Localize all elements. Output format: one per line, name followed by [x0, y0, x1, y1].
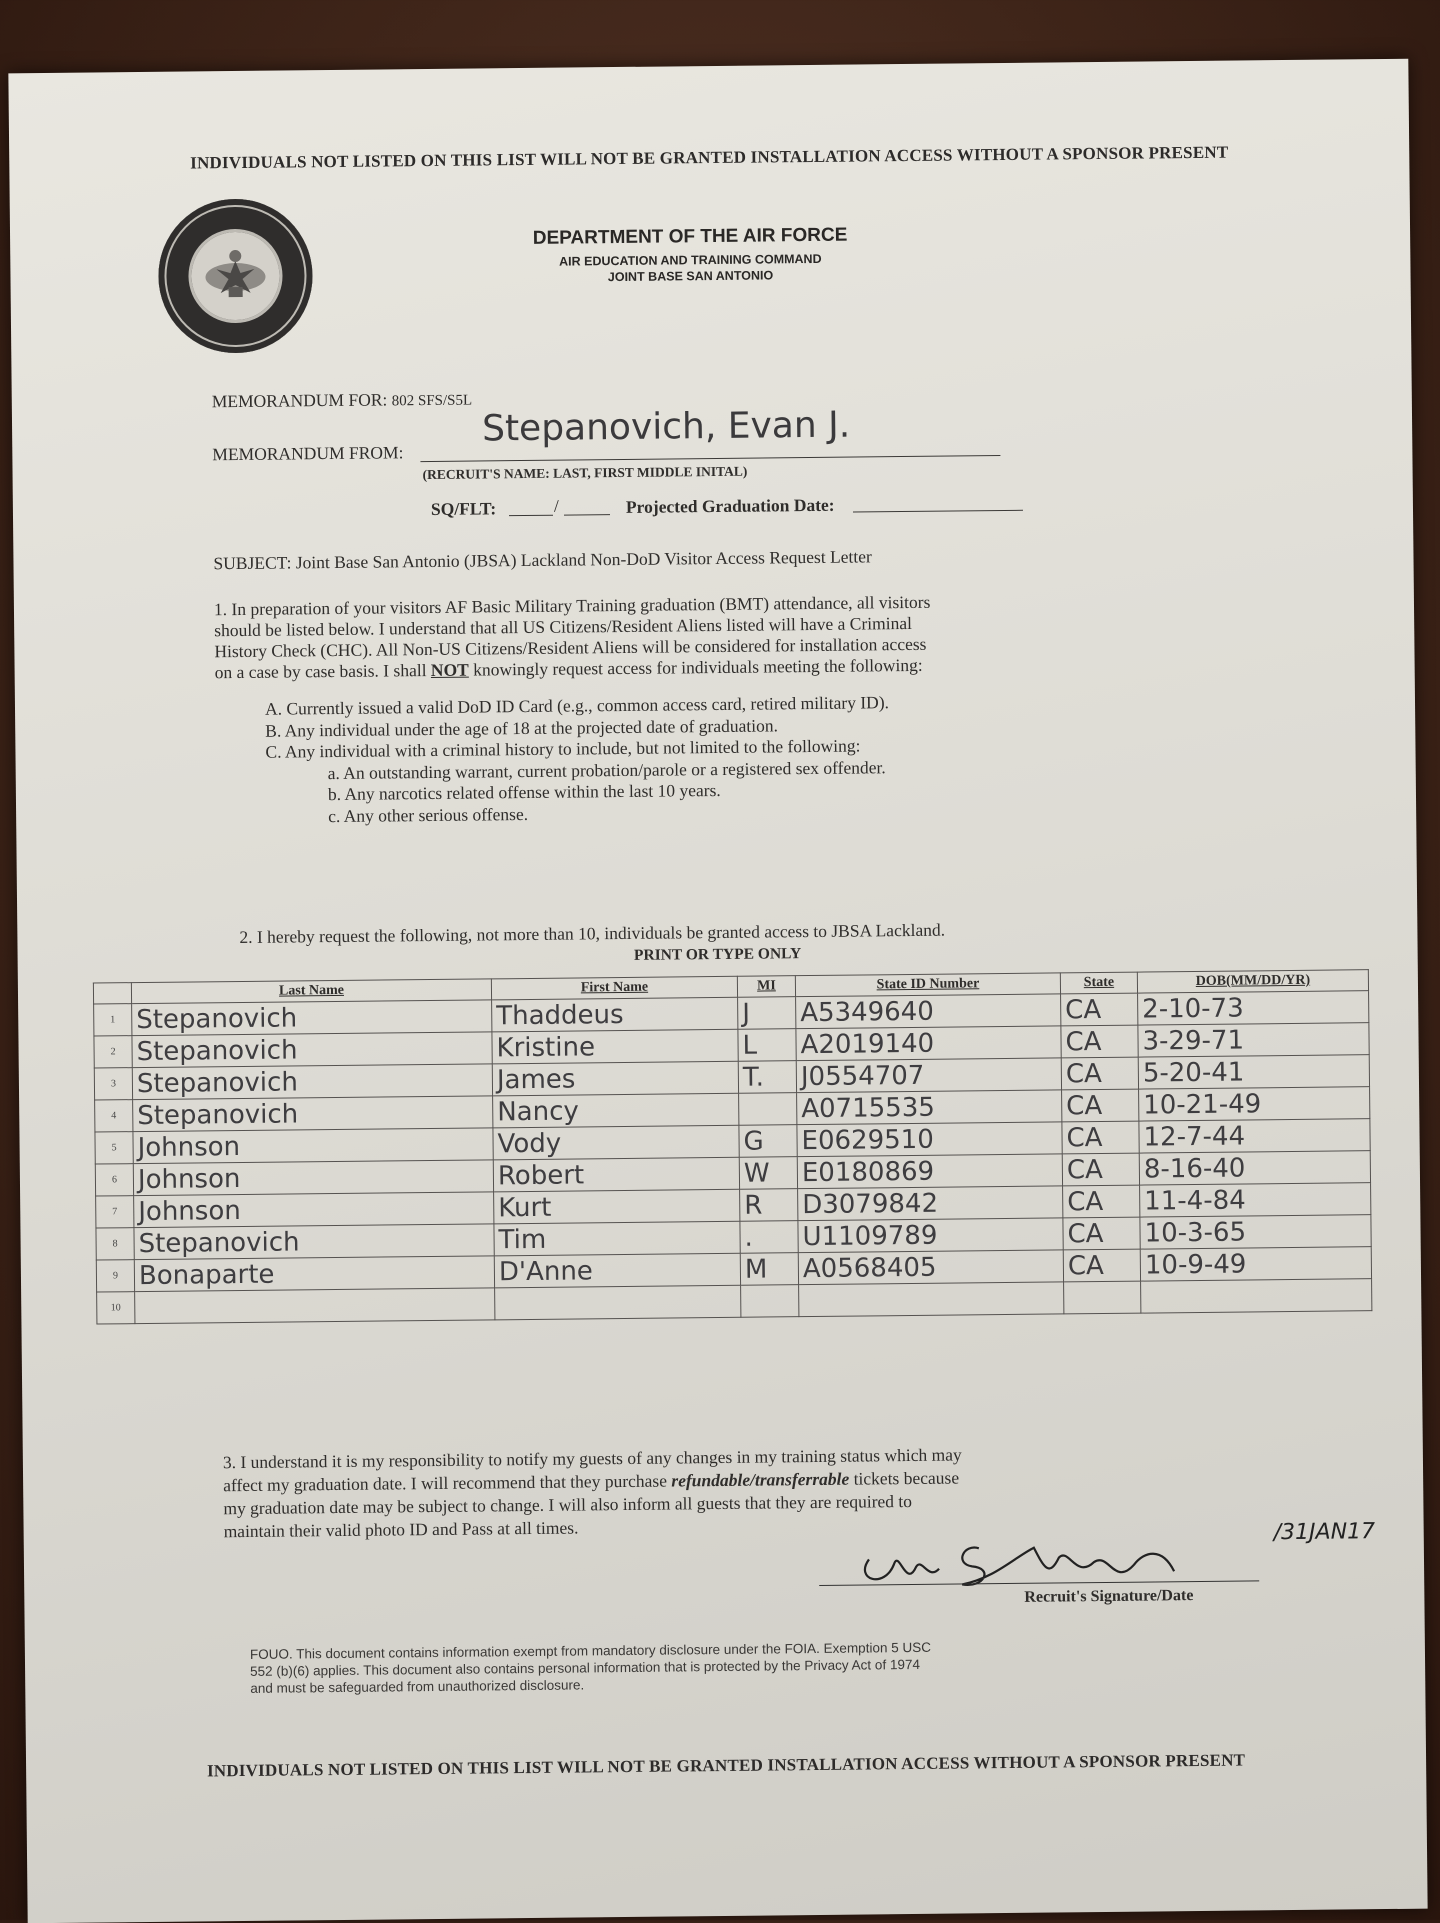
dob-cell[interactable]: 10-21-49 [1139, 1087, 1370, 1121]
flt-field[interactable] [564, 514, 610, 515]
column-header-mi: MI [737, 976, 795, 998]
sqflt-label: SQ/FLT: [430, 498, 497, 519]
middle-initial-cell[interactable] [741, 1285, 799, 1318]
paragraph-1-text: on a case by case basis. I shall [214, 660, 427, 683]
paragraph-2: 2. I hereby request the following, not more than 10, individuals be granted access to JBSA Lackland. [239, 919, 946, 948]
graduation-date-label: Projected Graduation Date: [625, 494, 835, 517]
sq-field[interactable] [509, 515, 553, 516]
first-name-cell[interactable]: Nancy [493, 1093, 739, 1128]
memo-for-line [212, 389, 473, 413]
state-cell[interactable]: CA [1061, 993, 1138, 1026]
visitor-table [93, 969, 1373, 1324]
command-title: AIR EDUCATION AND TRAINING COMMAND [559, 251, 822, 269]
restriction-list [265, 692, 890, 828]
dob-cell[interactable]: 8-16-40 [1139, 1151, 1370, 1185]
paragraph-1-text: knowingly request access for individuals meeting the following: [473, 654, 923, 680]
dob-cell[interactable]: 12-7-44 [1139, 1119, 1370, 1153]
first-name-cell[interactable]: D'Anne [494, 1253, 740, 1288]
middle-initial-cell[interactable]: R [740, 1189, 798, 1222]
state-id-cell[interactable]: D3079842 [798, 1186, 1063, 1221]
state-cell[interactable]: CA [1062, 1089, 1139, 1122]
first-name-cell[interactable]: Vody [493, 1125, 739, 1160]
department-title: DEPARTMENT OF THE AIR FORCE [532, 224, 848, 249]
state-cell[interactable]: CA [1062, 1153, 1139, 1186]
row-number: 4 [95, 1100, 133, 1132]
first-name-cell[interactable]: Robert [493, 1157, 739, 1192]
dob-cell[interactable]: 3-29-71 [1138, 1023, 1369, 1057]
state-cell[interactable] [1064, 1281, 1141, 1314]
row-number: 6 [95, 1164, 133, 1196]
row-number: 10 [97, 1292, 135, 1324]
print-or-type-note: PRINT OR TYPE ONLY [633, 945, 802, 964]
sqflt-separator: / [553, 495, 559, 516]
column-header-state-id: State ID Number [795, 973, 1060, 997]
department-of-defense-seal-icon [158, 198, 314, 354]
state-cell[interactable]: CA [1063, 1217, 1140, 1250]
dob-cell[interactable]: 11-4-84 [1140, 1183, 1371, 1217]
paragraph-3-line: 3. I understand it is my responsibility to notify my guests of any changes in my training status which may [222, 1444, 962, 1473]
row-number: 8 [96, 1228, 134, 1260]
first-name-cell[interactable]: James [492, 1061, 738, 1096]
paragraph-1 [214, 589, 1215, 683]
paragraph-1-line: should be listed below. I understand that all US Citizens/Resident Aliens listed will have a Criminal [214, 612, 913, 641]
last-name-cell[interactable]: Stepanovich [132, 1000, 492, 1036]
memo-from-label: MEMORANDUM FROM: [212, 442, 404, 465]
restriction-item-c: C. Any individual with a criminal history to include, but not limited to the following: [265, 735, 861, 762]
row-number: 5 [95, 1132, 133, 1164]
dob-cell[interactable]: 10-3-65 [1140, 1215, 1371, 1249]
last-name-cell[interactable]: Stepanovich [132, 1032, 492, 1068]
fouo-line: 552 (b)(6) applies. This document also contains personal information that is protected by the Privacy Act of 1974 [250, 1656, 921, 1679]
restriction-item-a: A. Currently issued a valid DoD ID Card (e.g., common access card, retired military ID). [264, 692, 890, 719]
first-name-cell[interactable]: Kristine [492, 1029, 738, 1064]
paragraph-1-line: History Check (CHC). All Non-US Citizens/Resident Aliens will be considered for installation access [214, 633, 927, 662]
state-id-cell[interactable]: A2019140 [796, 1026, 1061, 1061]
memo-from-value: Stepanovich, Evan J. [481, 404, 851, 450]
state-id-cell[interactable] [799, 1282, 1064, 1317]
column-header-dob: DOB(MM/DD/YR) [1137, 970, 1368, 993]
memo-for-label: MEMORANDUM FOR: [211, 389, 388, 412]
memo-for-value: 802 SFS/S5L [391, 392, 473, 410]
state-id-cell[interactable]: J0554707 [796, 1058, 1061, 1093]
restriction-subitem-c: c. Any other serious offense. [328, 803, 529, 826]
paragraph-1-line: 1. In preparation of your visitors AF Basic Military Training graduation (BMT) attendance, all visitors [213, 591, 931, 620]
last-name-cell[interactable]: Stepanovich [132, 1064, 492, 1100]
row-number: 7 [96, 1196, 134, 1228]
middle-initial-cell[interactable]: W [739, 1157, 797, 1190]
column-header-first-name: First Name [491, 976, 737, 1000]
last-name-cell[interactable] [135, 1288, 495, 1324]
row-number: 3 [94, 1068, 132, 1100]
first-name-cell[interactable]: Tim [494, 1221, 740, 1256]
paragraph-3-line: maintain their valid photo ID and Pass at all times. [223, 1517, 579, 1542]
paragraph-3-text: affect my graduation date. I will recommend that they purchase [223, 1470, 668, 1496]
base-title: JOINT BASE SAN ANTONIO [607, 268, 774, 285]
state-cell[interactable]: CA [1063, 1185, 1140, 1218]
state-id-cell[interactable]: U1109789 [798, 1218, 1063, 1253]
middle-initial-cell[interactable]: T. [738, 1061, 796, 1094]
state-id-cell[interactable]: E0629510 [797, 1122, 1062, 1157]
signature-label: Recruit's Signature/Date [1024, 1587, 1194, 1606]
state-id-cell[interactable]: A0715535 [797, 1090, 1062, 1125]
signature-date: /31JAN17 [1273, 1519, 1376, 1546]
row-number: 1 [94, 1004, 132, 1036]
first-name-cell[interactable]: Kurt [494, 1189, 740, 1224]
memo-paper [8, 59, 1427, 1923]
last-name-cell[interactable]: Stepanovich [133, 1096, 493, 1132]
restriction-subitem-b: b. Any narcotics related offense within the last 10 years. [327, 779, 721, 805]
memo-from-hint: (RECRUIT'S NAME: LAST, FIRST MIDDLE INITAL) [422, 463, 748, 483]
row-number: 2 [94, 1036, 132, 1068]
access-warning-top: INDIVIDUALS NOT LISTED ON THIS LIST WILL NOT BE GRANTED INSTALLATION ACCESS WITHOUT A SPONSOR PRESENT [190, 142, 1229, 173]
fouo-line: and must be safeguarded from unauthorized disclosure. [250, 1677, 585, 1696]
last-name-cell[interactable]: Johnson [133, 1128, 493, 1164]
state-cell[interactable]: CA [1063, 1249, 1140, 1282]
middle-initial-cell[interactable] [739, 1093, 797, 1126]
first-name-cell[interactable] [495, 1285, 741, 1320]
fouo-line: FOUO. This document contains information exempt from mandatory disclosure under the FOIA. Exemption 5 USC [249, 1639, 932, 1662]
memo-subject: SUBJECT: Joint Base San Antonio (JBSA) Lackland Non-DoD Visitor Access Request Letter [213, 546, 872, 574]
paragraph-3-text: tickets because [853, 1467, 960, 1489]
dob-cell[interactable]: 5-20-41 [1138, 1055, 1369, 1089]
last-name-cell[interactable]: Bonaparte [134, 1256, 494, 1292]
first-name-cell[interactable]: Thaddeus [492, 997, 738, 1032]
column-header-state: State [1060, 972, 1137, 994]
state-id-cell[interactable]: A0568405 [798, 1250, 1063, 1285]
graduation-date-field[interactable] [853, 510, 1023, 513]
restriction-item-b: B. Any individual under the age of 18 at the projected date of graduation. [265, 714, 779, 741]
middle-initial-cell[interactable]: . [740, 1221, 798, 1254]
restriction-subitem-a: a. An outstanding warrant, current probation/parole or a registered sex offender. [327, 756, 886, 783]
dob-cell[interactable] [1141, 1279, 1372, 1313]
last-name-cell[interactable]: Johnson [134, 1192, 494, 1228]
last-name-cell[interactable]: Johnson [133, 1160, 493, 1196]
middle-initial-cell[interactable]: G [739, 1125, 797, 1158]
refundable-emphasis: refundable/transferrable [671, 1468, 850, 1491]
fouo-notice [250, 1636, 1210, 1697]
middle-initial-cell[interactable]: L [738, 1029, 796, 1062]
dob-cell[interactable]: 10-9-49 [1140, 1247, 1371, 1281]
column-header-last-name: Last Name [131, 979, 491, 1004]
memo-from-underline [420, 455, 1000, 462]
dob-cell[interactable]: 2-10-73 [1138, 991, 1369, 1025]
access-warning-bottom: INDIVIDUALS NOT LISTED ON THIS LIST WILL NOT BE GRANTED INSTALLATION ACCESS WITHOUT A SPONSOR PRESENT [206, 1750, 1246, 1781]
column-header-number [93, 983, 131, 1004]
state-id-cell[interactable]: A5349640 [796, 994, 1061, 1029]
state-id-cell[interactable]: E0180869 [797, 1154, 1062, 1189]
state-cell[interactable]: CA [1062, 1121, 1139, 1154]
row-number: 9 [96, 1260, 134, 1292]
state-cell[interactable]: CA [1061, 1057, 1138, 1090]
recruit-signature-scribble [844, 1515, 1265, 1599]
state-cell[interactable]: CA [1061, 1025, 1138, 1058]
paragraph-3-line: my graduation date may be subject to change. I will also inform all guests that they are required to [223, 1490, 913, 1519]
not-emphasis: NOT [430, 659, 469, 680]
middle-initial-cell[interactable]: J [738, 997, 796, 1030]
last-name-cell[interactable]: Stepanovich [134, 1224, 494, 1260]
middle-initial-cell[interactable]: M [740, 1253, 798, 1286]
